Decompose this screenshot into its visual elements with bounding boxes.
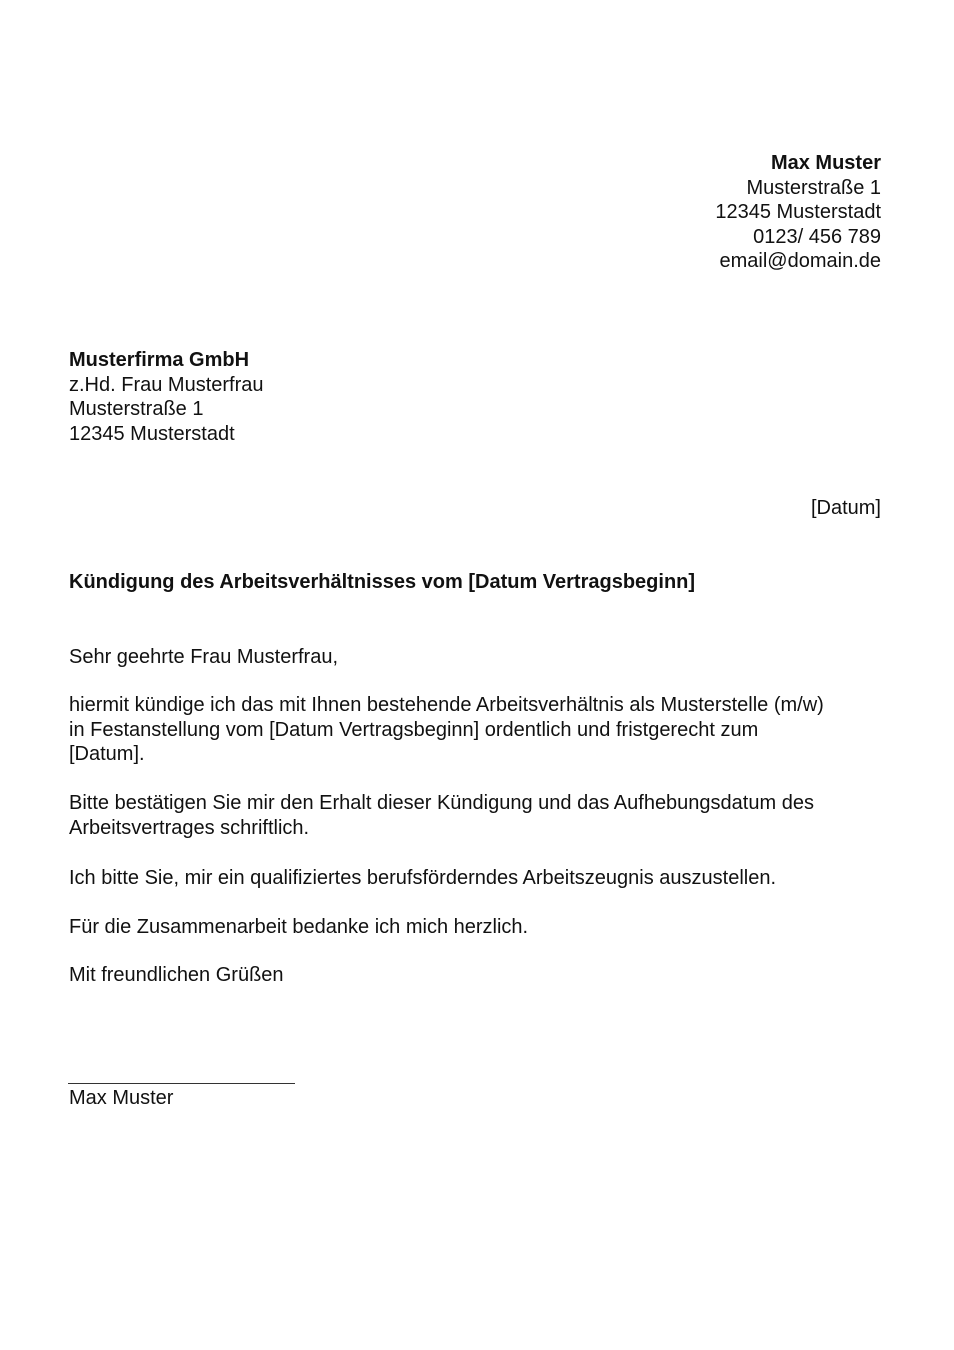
recipient-city: 12345 Musterstadt [69, 422, 235, 445]
paragraph-line: [Datum]. [69, 743, 145, 765]
letter-subject: Kündigung des Arbeitsverhältnisses vom [Datum Vertragsbeginn] [69, 571, 696, 593]
closing-phrase: Mit freundlichen Grüßen [69, 964, 284, 986]
signature-name: Max Muster [69, 1087, 174, 1109]
letter-date: [Datum] [810, 497, 881, 519]
paragraph-line: Bitte bestätigen Sie mir den Erhalt dieser Kündigung und das Aufhebungsdatum des [69, 792, 814, 814]
signature-line [68, 1083, 295, 1084]
paragraph-line: Ich bitte Sie, mir ein qualifiziertes berufsförderndes Arbeitszeugnis auszustellen. [69, 867, 777, 889]
sender-street: Musterstraße 1 [746, 176, 881, 199]
sender-name: Max Muster [770, 152, 881, 174]
paragraph-line: hiermit kündige ich das mit Ihnen bestehende Arbeitsverhältnis als Musterstelle (m/w) [69, 694, 824, 716]
paragraph-line: Für die Zusammenarbeit bedanke ich mich herzlich. [69, 916, 529, 938]
recipient-company: Musterfirma GmbH [69, 349, 250, 371]
salutation: Sehr geehrte Frau Musterfrau, [69, 646, 339, 668]
sender-phone: 0123/ 456 789 [753, 225, 881, 248]
sender-address-block [715, 151, 881, 274]
body-paragraph [69, 915, 528, 940]
recipient-address-block [69, 348, 264, 446]
body-paragraph [69, 693, 824, 767]
body-paragraph [69, 791, 814, 840]
paragraph-line: Arbeitsvertrages schriftlich. [69, 816, 310, 839]
paragraph-line: in Festanstellung vom [Datum Vertragsbeginn] ordentlich und fristgerecht zum [69, 718, 759, 741]
recipient-attention: z.Hd. Frau Musterfrau [69, 373, 264, 396]
sender-email: email@domain.de [719, 250, 881, 272]
recipient-street: Musterstraße 1 [69, 398, 204, 420]
body-paragraph [69, 866, 776, 891]
sender-city: 12345 Musterstadt [715, 201, 881, 223]
